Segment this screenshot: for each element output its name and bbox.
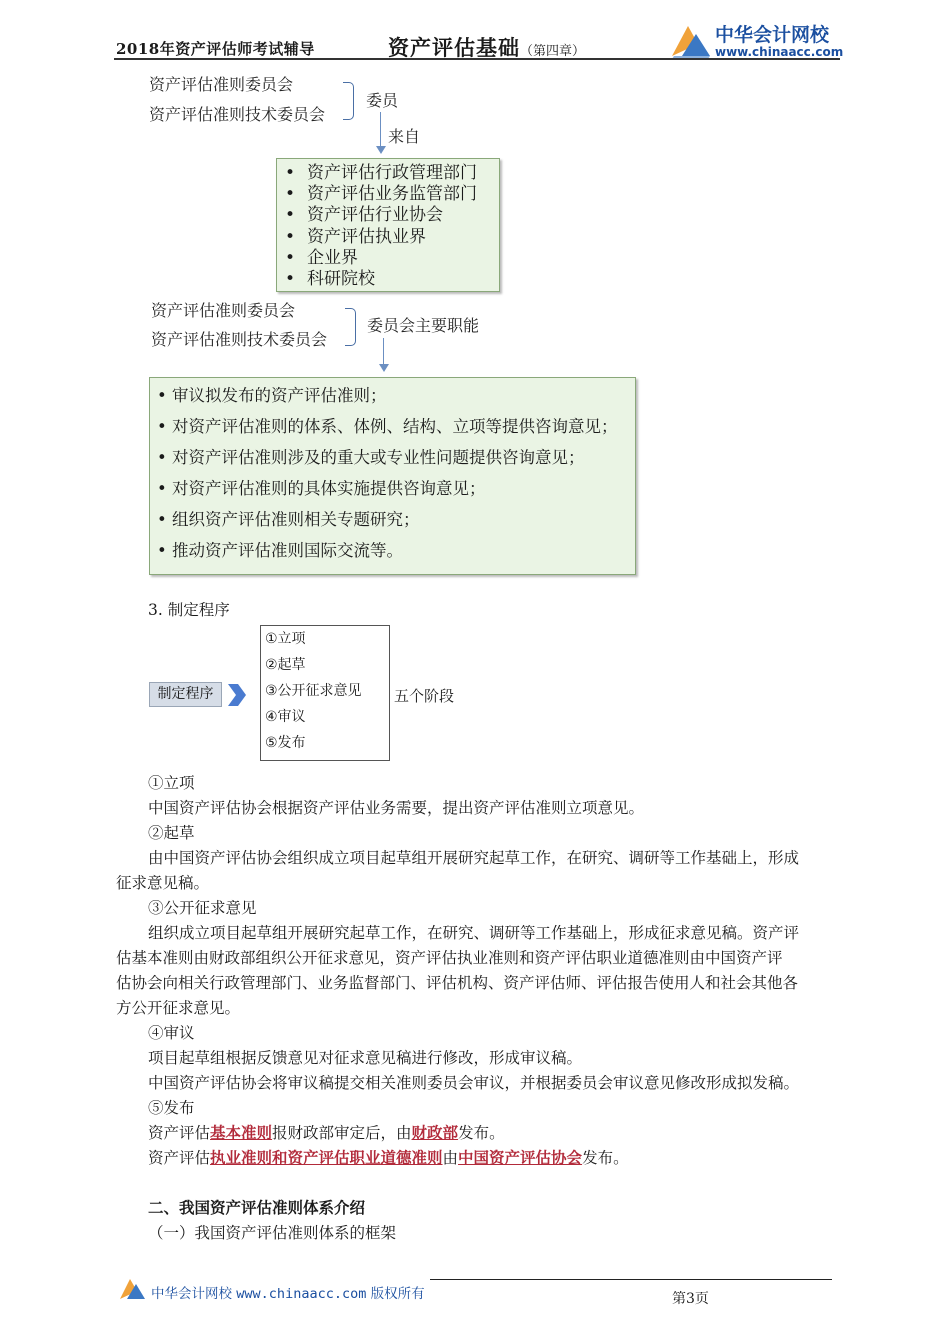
chevron-right-icon (226, 682, 248, 708)
source-item: • 资产评估行政管理部门 (277, 163, 499, 184)
arrow-down-icon (379, 364, 389, 372)
function-item: • 审议拟发布的资产评估准则； (150, 380, 635, 411)
source-item: • 资产评估业务监管部门 (277, 184, 499, 205)
brace (343, 82, 354, 120)
committee-2: 资产评估准则技术委员会 (149, 105, 326, 124)
function-item: • 组织资产评估准则相关专题研究； (150, 504, 635, 535)
brace-label: 委员会主要职能 (367, 316, 480, 335)
highlight-term: 执业准则和资产评估职业道德准则 (210, 1148, 443, 1167)
subsection-heading: （一）我国资产评估准则体系的框架 (148, 1224, 397, 1242)
stage-note: 五个阶段 (394, 687, 455, 705)
text-run: 由 (442, 1149, 459, 1167)
logo-url: www.chinaacc.com (715, 45, 844, 59)
step-body: 组织成立项目起草组开展研究起草工作，在研究、调研等工作基础上，形成征求意见稿。资产评 (148, 924, 800, 942)
text-run: 发布。 (458, 1124, 505, 1142)
source-item: • 资产评估行业协会 (277, 205, 499, 226)
header-subject: 资产评估基础 (388, 35, 520, 60)
connector-line (383, 338, 384, 366)
sources-box (276, 158, 500, 292)
committee-2: 资产评估准则技术委员会 (151, 330, 328, 349)
step-title: ②起草 (148, 824, 195, 842)
highlight-term: 中国资产评估协会 (458, 1148, 583, 1167)
header-doc-title: 2018年资产评估师考试辅导 (116, 40, 315, 58)
step-body: 方公开征求意见。 (116, 999, 241, 1017)
function-item: • 对资产评估准则的体系、体例、结构、立项等提供咨询意见； (150, 411, 635, 442)
step-title: ④审议 (148, 1024, 195, 1042)
procedure-step: ③公开征求意见 (265, 683, 362, 699)
logo-name: 中华会计网校 (715, 24, 830, 46)
procedure-steps-box (260, 625, 390, 761)
footer-rights: 版权所有 (370, 1286, 425, 1302)
step-title: ①立项 (148, 774, 195, 792)
step-title: ③公开征求意见 (148, 899, 257, 917)
arrow-label: 来自 (388, 127, 421, 146)
text-run: 报财政部审定后，由 (272, 1124, 412, 1142)
footer-brand: 中华会计网校 (151, 1286, 232, 1302)
section-heading: 3. 制定程序 (148, 601, 230, 619)
procedure-label: 制定程序 (149, 682, 222, 707)
committee-1: 资产评估准则委员会 (149, 75, 294, 94)
footer-rule (430, 1279, 832, 1280)
step-body (148, 1146, 629, 1171)
highlight-term: 财政部 (411, 1123, 459, 1142)
brace (345, 308, 356, 346)
step-title: ⑤发布 (148, 1099, 195, 1117)
procedure-step: ①立项 (265, 631, 306, 647)
text-run: 资产评估 (148, 1124, 211, 1142)
footer-logo-icon (118, 1276, 148, 1302)
committee-1: 资产评估准则委员会 (151, 301, 296, 320)
arrow-down-icon (376, 146, 386, 154)
logo-icon (668, 22, 714, 60)
step-body: 估协会向相关行政管理部门、业务监督部门、评估机构、资产评估师、评估报告使用人和社会其他各 (116, 974, 799, 992)
procedure-step: ②起草 (265, 657, 306, 673)
step-body: 由中国资产评估协会组织成立项目起草组开展研究起草工作，在研究、调研等工作基础上，形成 (148, 849, 800, 867)
step-body: 中国资产评估协会根据资产评估业务需要，提出资产评估准则立项意见。 (148, 799, 645, 817)
highlight-term: 基本准则 (210, 1123, 273, 1142)
source-item: • 企业界 (277, 248, 499, 269)
step-body: 中国资产评估协会将审议稿提交相关准则委员会审议，并根据委员会审议意见修改形成拟发稿。 (148, 1074, 800, 1092)
function-item: • 推动资产评估准则国际交流等。 (150, 535, 635, 566)
text-run: 资产评估 (148, 1149, 211, 1167)
header-chapter: （第四章） (520, 44, 586, 59)
step-body (148, 1121, 505, 1146)
procedure-step: ⑤发布 (265, 735, 306, 751)
header-rule (114, 58, 840, 60)
footer-url: www.chinaacc.com (236, 1286, 367, 1302)
section-heading: 二、我国资产评估准则体系介绍 (148, 1198, 366, 1217)
step-body: 项目起草组根据反馈意见对征求意见稿进行修改，形成审议稿。 (148, 1049, 583, 1067)
step-body: 征求意见稿。 (116, 874, 210, 892)
function-item: • 对资产评估准则的具体实施提供咨询意见； (150, 473, 635, 504)
brace-label: 委员 (366, 91, 399, 110)
footer-brand-line (151, 1282, 425, 1302)
page-number: 第3页 (672, 1291, 709, 1307)
source-item: • 资产评估执业界 (277, 227, 499, 248)
function-item: • 对资产评估准则涉及的重大或专业性问题提供咨询意见； (150, 442, 635, 473)
procedure-step: ④审议 (265, 709, 306, 725)
functions-box (149, 377, 636, 575)
connector-line (380, 112, 381, 148)
source-item: • 科研院校 (277, 269, 499, 290)
step-body: 估基本准则由财政部组织公开征求意见，资产评估执业准则和资产评估职业道德准则由中国资产评 (116, 949, 783, 967)
text-run: 发布。 (582, 1149, 629, 1167)
